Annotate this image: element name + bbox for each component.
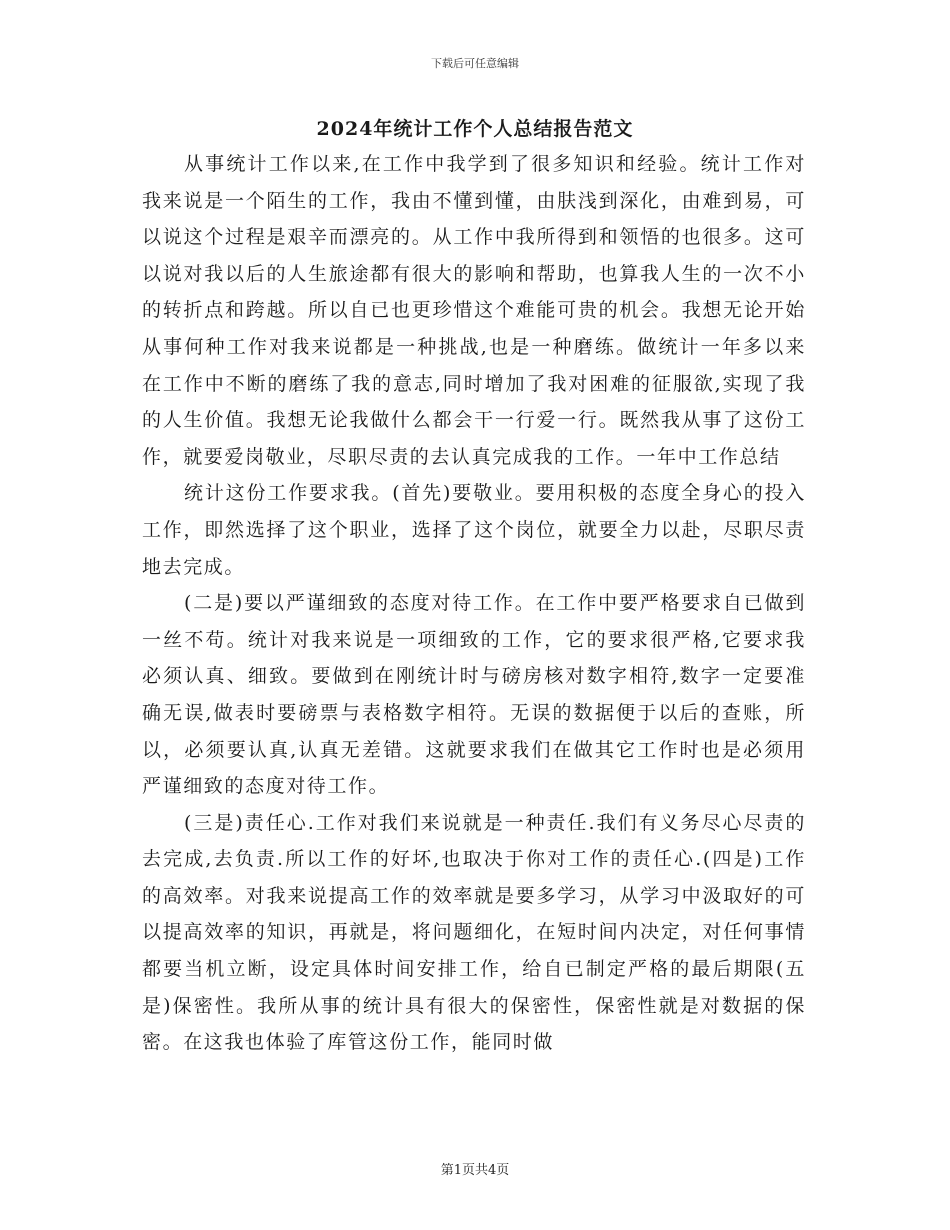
paragraph: (三是)责任心.工作对我们来说就是一种责任.我们有义务尽心尽责的去完成,去负责.所以工作的好坏,也取决于你对工作的责任心.(四是)工作的高效率。对我来说提高工作的效率就是要多学习，从学习中汲取好的可以提高效率的知识，再就是，将问题细化，在短时间内决定，对任何事情都要当机立断，设定具体时间安排工作，给自已制定严格的最后期限(五是)保密性。我所从事的统计具有很大的保密性，保密性就是对数据的保密。在这我也体验了库管这份工作，能同时做 xyxy=(142,811,806,1054)
page-header-note: 下载后可任意编辑 xyxy=(431,57,519,70)
document-title: 2024年统计工作个人总结报告范文 xyxy=(316,118,634,140)
paragraph: (二是)要以严谨细致的态度对待工作。在工作中要严格要求自已做到一丝不苟。统计对我来说是一项细致的工作，它的要求很严格,它要求我必须认真、细致。要做到在刚统计时与磅房核对数字相符,数字一定要准确无误,做表时要磅票与表格数字相符。无误的数据便于以后的查账，所以，必须要认真,认真无差错。这就要求我们在做其它工作时也是必须用严谨细致的态度对待工作。 xyxy=(142,592,806,798)
paragraph: 从事统计工作以来,在工作中我学到了很多知识和经验。统计工作对我来说是一个陌生的工作，我由不懂到懂，由肤浅到深化，由难到易，可以说这个过程是艰辛而漂亮的。从工作中我所得到和领悟的也很多。这可以说对我以后的人生旅途都有很大的影响和帮助，也算我人生的一次不小的转折点和跨越。所以自已也更珍惜这个难能可贵的机会。我想无论开始从事何种工作对我来说都是一种挑战,也是一种磨练。做统计一年多以来在工作中不断的磨练了我的意志,同时增加了我对困难的征服欲,实现了我的人生价值。我想无论我做什么都会干一行爱一行。既然我从事了这份工作，就要爱岗敬业，尽职尽责的去认真完成我的工作。一年中工作总结 xyxy=(142,153,806,468)
document-body xyxy=(142,146,806,1061)
paragraph: 统计这份工作要求我。(首先)要敬业。要用积极的态度全身心的投入工作，即然选择了这个职业，选择了这个岗位，就要全力以赴，尽职尽责地去完成。 xyxy=(142,482,806,578)
page-number-footer: 第1页共4页 xyxy=(440,1163,510,1178)
